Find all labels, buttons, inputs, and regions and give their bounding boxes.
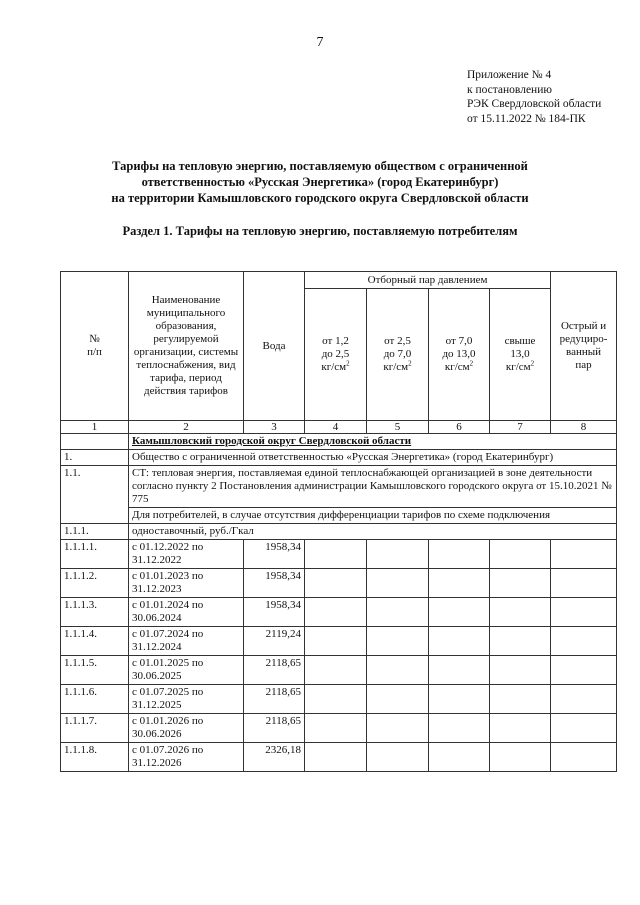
header-num-line: № [89, 333, 100, 345]
row-empty [490, 656, 551, 685]
row-empty [367, 540, 429, 569]
header-steam-4 [490, 289, 551, 421]
steam-unit-text: кг/см [505, 361, 531, 373]
header-sharp-line: ванный [566, 346, 602, 358]
row-empty [490, 569, 551, 598]
period-from: с 01.12.2022 по [132, 541, 204, 553]
row-empty [429, 714, 490, 743]
row-empty [367, 656, 429, 685]
row-num: 1.1.1.4. [61, 627, 129, 656]
tariff-type-text: одноставочный, руб./Гкал [129, 524, 617, 540]
row-empty [551, 656, 617, 685]
table-row [61, 743, 617, 772]
period-from: с 01.01.2026 по [132, 715, 204, 727]
steam-range-to: до 7,0 [383, 348, 412, 360]
row-empty [367, 598, 429, 627]
row-water: 2326,18 [244, 743, 305, 772]
steam-unit-text: кг/см [321, 361, 347, 373]
row-empty [490, 598, 551, 627]
row-period [129, 743, 244, 772]
row-empty [305, 598, 367, 627]
period-from: с 01.07.2024 по [132, 628, 204, 640]
header-steam-1 [305, 289, 367, 421]
row-water: 2118,65 [244, 685, 305, 714]
steam-range-from: от 1,2 [322, 335, 349, 347]
steam-unit-text: кг/см [444, 361, 470, 373]
row-num: 1.1.1.7. [61, 714, 129, 743]
column-number: 2 [129, 421, 244, 434]
row-num: 1.1.1.8. [61, 743, 129, 772]
row-empty [551, 598, 617, 627]
column-number: 5 [367, 421, 429, 434]
tariff-table [60, 271, 617, 772]
row-empty [367, 714, 429, 743]
row-empty [367, 627, 429, 656]
period-to: 30.06.2025 [132, 670, 182, 682]
table-row [61, 540, 617, 569]
header-steam-2 [367, 289, 429, 421]
title-line: ответственностью «Русская Энергетика» (город Екатеринбург) [141, 175, 499, 189]
steam-range-from: свыше [504, 335, 536, 347]
row-water: 1958,34 [244, 540, 305, 569]
title-line: на территории Камышловского городского округа Свердловской области [111, 191, 529, 205]
period-from: с 01.01.2024 по [132, 599, 204, 611]
document-title [60, 158, 580, 206]
tariff-type-row [61, 524, 617, 540]
period-to: 30.06.2026 [132, 728, 182, 740]
column-number: 4 [305, 421, 367, 434]
header-name: Наименование муниципального образования, регулируемой организации, системы теплоснабжения, вид тарифа, период действия тарифов [129, 272, 244, 421]
row-empty [551, 685, 617, 714]
table-row [61, 569, 617, 598]
column-number: 6 [429, 421, 490, 434]
org-name: Общество с ограниченной ответственностью «Русская Энергетика» (город Екатеринбург) [129, 450, 617, 466]
district-row [61, 434, 617, 450]
steam-unit-exp: 2 [530, 359, 535, 368]
column-number: 8 [551, 421, 617, 434]
steam-range-from: от 2,5 [384, 335, 411, 347]
row-water: 2118,65 [244, 656, 305, 685]
steam-unit-exp: 2 [346, 359, 350, 368]
table-row [61, 598, 617, 627]
district-num [61, 434, 129, 450]
row-water: 1958,34 [244, 569, 305, 598]
row-water: 2119,24 [244, 627, 305, 656]
consumers-text: Для потребителей, в случае отсутствия дифференциации тарифов по схеме подключения [129, 508, 617, 524]
header-sharp-line: пар [575, 359, 592, 371]
appendix-line: к постановлению [467, 83, 552, 96]
steam-unit [370, 361, 425, 374]
row-empty [551, 569, 617, 598]
header-steam-3 [429, 289, 490, 421]
period-to: 31.12.2026 [132, 757, 182, 769]
row-empty [490, 685, 551, 714]
period-from: с 01.07.2026 по [132, 744, 204, 756]
row-empty [551, 627, 617, 656]
steam-range-to: до 13,0 [442, 348, 476, 360]
row-empty [305, 627, 367, 656]
column-number: 3 [244, 421, 305, 434]
row-period [129, 569, 244, 598]
tariff-type-num: 1.1.1. [61, 524, 129, 540]
row-empty [367, 685, 429, 714]
steam-range-from: от 7,0 [445, 335, 473, 347]
column-number: 7 [490, 421, 551, 434]
section-title: Раздел 1. Тарифы на тепловую энергию, поставляемую потребителям [122, 224, 518, 238]
row-empty [429, 685, 490, 714]
row-period [129, 598, 244, 627]
steam-unit [308, 361, 363, 374]
period-to: 30.06.2024 [132, 612, 182, 624]
steam-range-to: 13,0 [510, 348, 530, 360]
row-water: 1958,34 [244, 598, 305, 627]
row-period [129, 540, 244, 569]
row-empty [429, 540, 490, 569]
row-empty [429, 656, 490, 685]
table-row [61, 685, 617, 714]
org-row [61, 450, 617, 466]
table-row [61, 627, 617, 656]
system-num: 1.1. [61, 466, 129, 524]
header-sharp-line: редуциро- [559, 333, 608, 345]
row-empty [367, 569, 429, 598]
row-num: 1.1.1.6. [61, 685, 129, 714]
period-to: 31.12.2025 [132, 699, 182, 711]
row-period [129, 627, 244, 656]
title-line: Тарифы на тепловую энергию, поставляемую обществом с ограниченной [112, 159, 528, 173]
header-sharp-line: Острый и [560, 320, 607, 332]
steam-unit [493, 361, 547, 374]
row-empty [305, 656, 367, 685]
column-number-row [61, 421, 617, 434]
consumers-row [61, 508, 617, 524]
row-period [129, 714, 244, 743]
row-num: 1.1.1.1. [61, 540, 129, 569]
period-from: с 01.01.2023 по [132, 570, 204, 582]
row-empty [367, 743, 429, 772]
period-to: 31.12.2022 [132, 554, 182, 566]
row-num: 1.1.1.2. [61, 569, 129, 598]
row-empty [305, 685, 367, 714]
row-empty [305, 540, 367, 569]
header-sharp-steam [551, 272, 617, 421]
row-empty [490, 714, 551, 743]
appendix-line: РЭК Свердловской области [467, 98, 602, 110]
row-empty [305, 569, 367, 598]
row-num: 1.1.1.3. [61, 598, 129, 627]
table-row [61, 714, 617, 743]
row-empty [429, 743, 490, 772]
appendix-line: Приложение № 4 [467, 69, 552, 81]
steam-unit-text: кг/см [383, 361, 409, 373]
row-empty [429, 627, 490, 656]
row-empty [490, 540, 551, 569]
row-water: 2118,65 [244, 714, 305, 743]
steam-unit [432, 361, 486, 374]
header-water: Вода [244, 272, 305, 421]
row-empty [305, 743, 367, 772]
table-row [61, 656, 617, 685]
row-num: 1.1.1.5. [61, 656, 129, 685]
appendix-note [467, 68, 601, 126]
header-num-line: п/п [87, 346, 102, 358]
row-empty [490, 627, 551, 656]
row-empty [429, 598, 490, 627]
period-from: с 01.07.2025 по [132, 686, 204, 698]
row-empty [305, 714, 367, 743]
steam-unit-exp: 2 [408, 359, 412, 368]
district-name: Камышловский городской округ Свердловской области [129, 434, 617, 450]
row-period [129, 685, 244, 714]
org-num: 1. [61, 450, 129, 466]
column-number: 1 [61, 421, 129, 434]
steam-unit-exp: 2 [469, 359, 474, 368]
steam-range-to: до 2,5 [321, 348, 350, 360]
appendix-line: от 15.11.2022 № 184-ПК [467, 112, 586, 125]
header-num [61, 272, 129, 421]
header-steam-group: Отборный пар давлением [305, 272, 551, 289]
period-to: 31.12.2023 [132, 583, 182, 595]
page-number: 7 [316, 35, 324, 50]
row-empty [551, 714, 617, 743]
row-empty [490, 743, 551, 772]
row-empty [429, 569, 490, 598]
row-period [129, 656, 244, 685]
row-empty [551, 540, 617, 569]
period-from: с 01.01.2025 по [132, 657, 204, 669]
row-empty [551, 743, 617, 772]
system-name: СТ: тепловая энергия, поставляемая единой теплоснабжающей организацией в зоне деятельности согласно пункту 2 Постановления администрации Камышловского городского округа от 15.10.2021 № 775 [129, 466, 617, 508]
system-row [61, 466, 617, 508]
period-to: 31.12.2024 [132, 641, 182, 653]
